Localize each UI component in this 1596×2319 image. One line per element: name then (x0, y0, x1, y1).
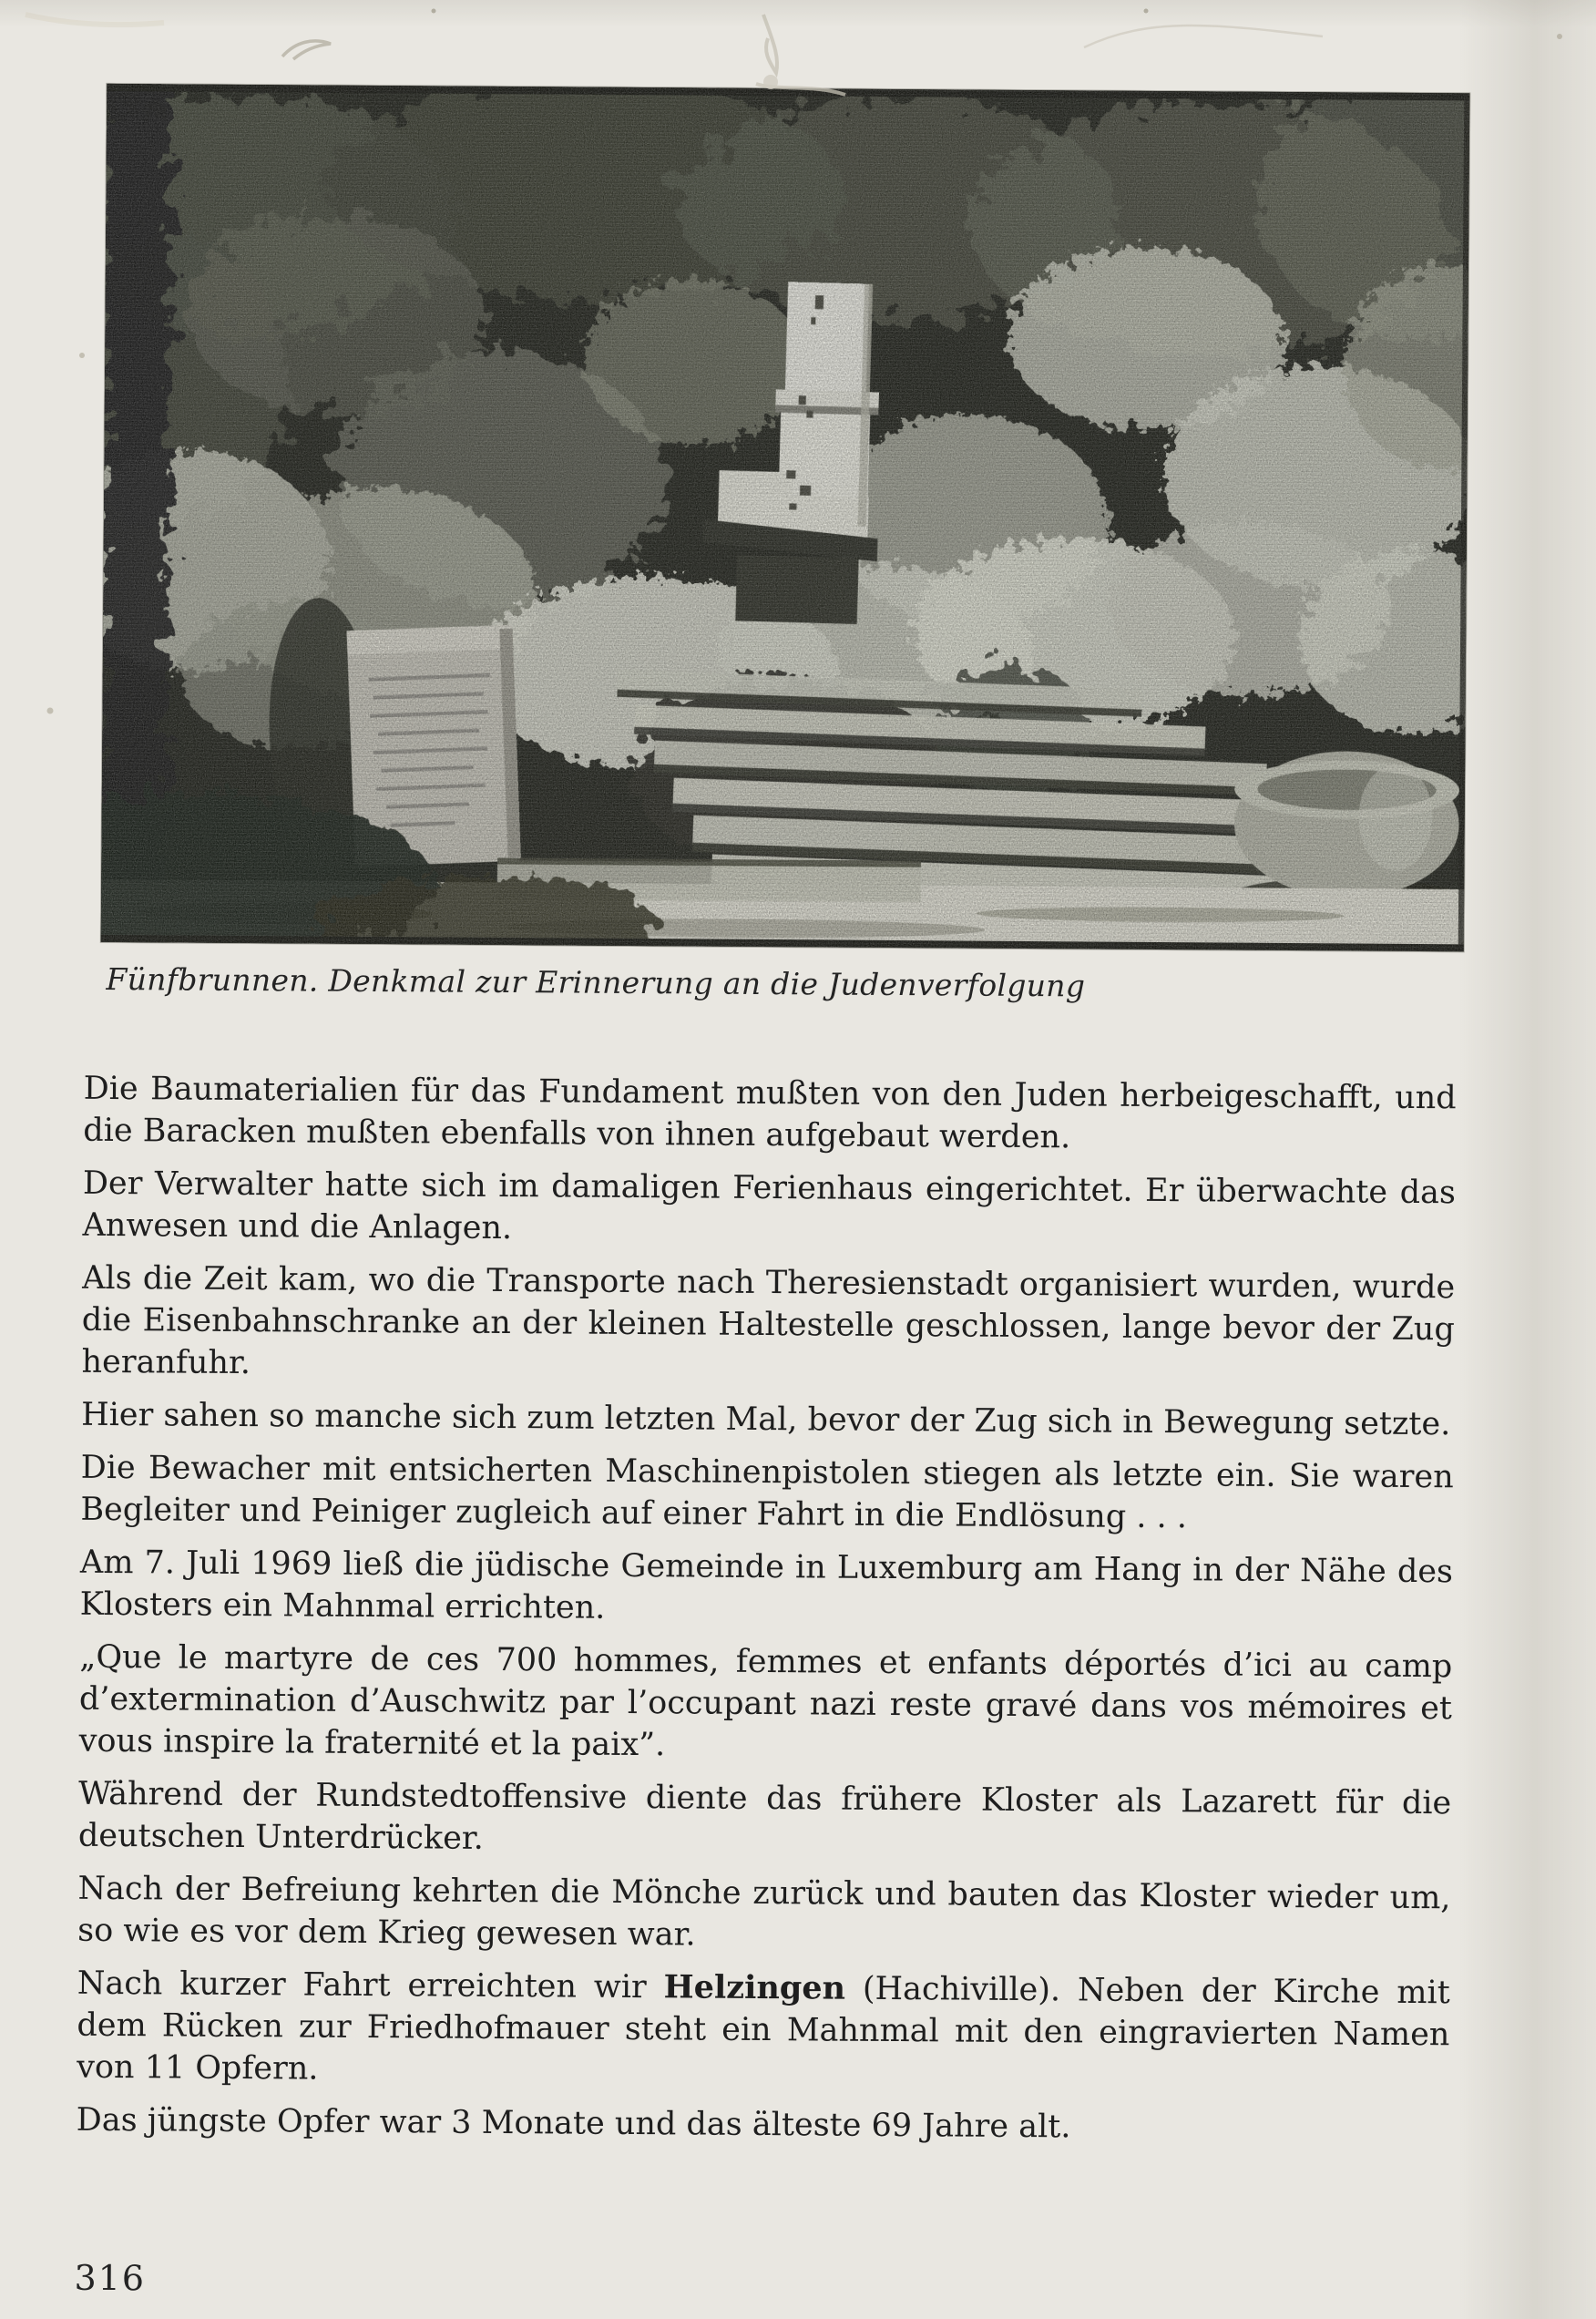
paragraph (78, 1637, 1452, 1772)
paragraph-text: Nach kurzer Fahrt erreichten wir (77, 1965, 664, 2006)
paragraph (78, 1773, 1452, 1867)
paragraph-text: Am 7. Juli 1969 ließ die jüdische Gemeinde in Luxemburg am Hang in der Nähe des Klosters ein Mahnmal errichten. (79, 1544, 1454, 1626)
paragraph-text: (Hachiville). Neben der Kirche mit dem Rücken zur Friedhofmauer steht ein Mahnmal mit den eingravierten Namen von 11 Opfern. (77, 1970, 1450, 2088)
paragraph-bold-text: Helzingen (663, 1968, 846, 2007)
paragraph-text: Während der Rundstedtoffensive diente das frühere Kloster als Lazarett für die deutschen Unterdrücker. (77, 1775, 1452, 1857)
paragraph (82, 1163, 1456, 1257)
memorial-photo-illustration (101, 84, 1470, 951)
paragraph (81, 1394, 1454, 1446)
paragraph (77, 2099, 1449, 2151)
paragraph-text: Die Baumaterialien für das Fundament mußten von den Juden herbeigeschafft, und die Baracken mußten ebenfalls von ihnen aufgebaut werden. (83, 1070, 1457, 1156)
memorial-photo (101, 84, 1470, 951)
photo-grain-light (101, 84, 1470, 951)
paragraph (81, 1257, 1455, 1393)
paragraph-text: Als die Zeit kam, wo die Transporte nach Theresienstadt organisiert wurden, wurde die Eisenbahnschranke an der kleinen Haltestelle geschlossen, lange bevor der Zug heranfuhr. (81, 1259, 1456, 1382)
paragraph-text: Das jüngste Opfer war 3 Monate und das älteste 69 Jahre alt. (76, 2101, 1071, 2146)
paragraph (80, 1447, 1454, 1541)
paragraph (80, 1542, 1454, 1636)
paragraph-text: Hier sahen so manche sich zum letzten Mal, bevor der Zug sich in Bewegung setzte. (81, 1396, 1451, 1443)
photo-caption: Fünfbrunnen. Denkmal zur Erinnerung an die Judenverfolgung (106, 960, 1086, 1004)
paragraph-text: Nach der Befreiung kehrten die Mönche zurück und bauten das Kloster wieder um, so wie es vor dem Krieg gewesen war. (77, 1870, 1451, 1954)
body-text (76, 1068, 1456, 2161)
paragraph-text: Die Bewacher mit entsicherten Maschinenpistolen stiegen als letzte ein. Sie waren Begleiter und Peiniger zugleich auf einer Fahrt in die Endlösung . . . (80, 1449, 1454, 1536)
paragraph (77, 1868, 1451, 1962)
page-number: 316 (74, 2257, 147, 2299)
paragraph-text: Der Verwalter hatte sich im damaligen Ferienhaus eingerichtet. Er überwachte das Anwesen und die Anlagen. (82, 1165, 1457, 1247)
paragraph (83, 1068, 1457, 1162)
paragraph-text: „Que le martyre de ces 700 hommes, femmes et enfants déportés d’ici au camp d’extermination d’Auschwitz par l’occupant nazi reste gravé dans vos mémoires et vous inspire la fraternité et la paix”. (78, 1638, 1453, 1764)
paragraph (77, 1963, 1450, 2098)
